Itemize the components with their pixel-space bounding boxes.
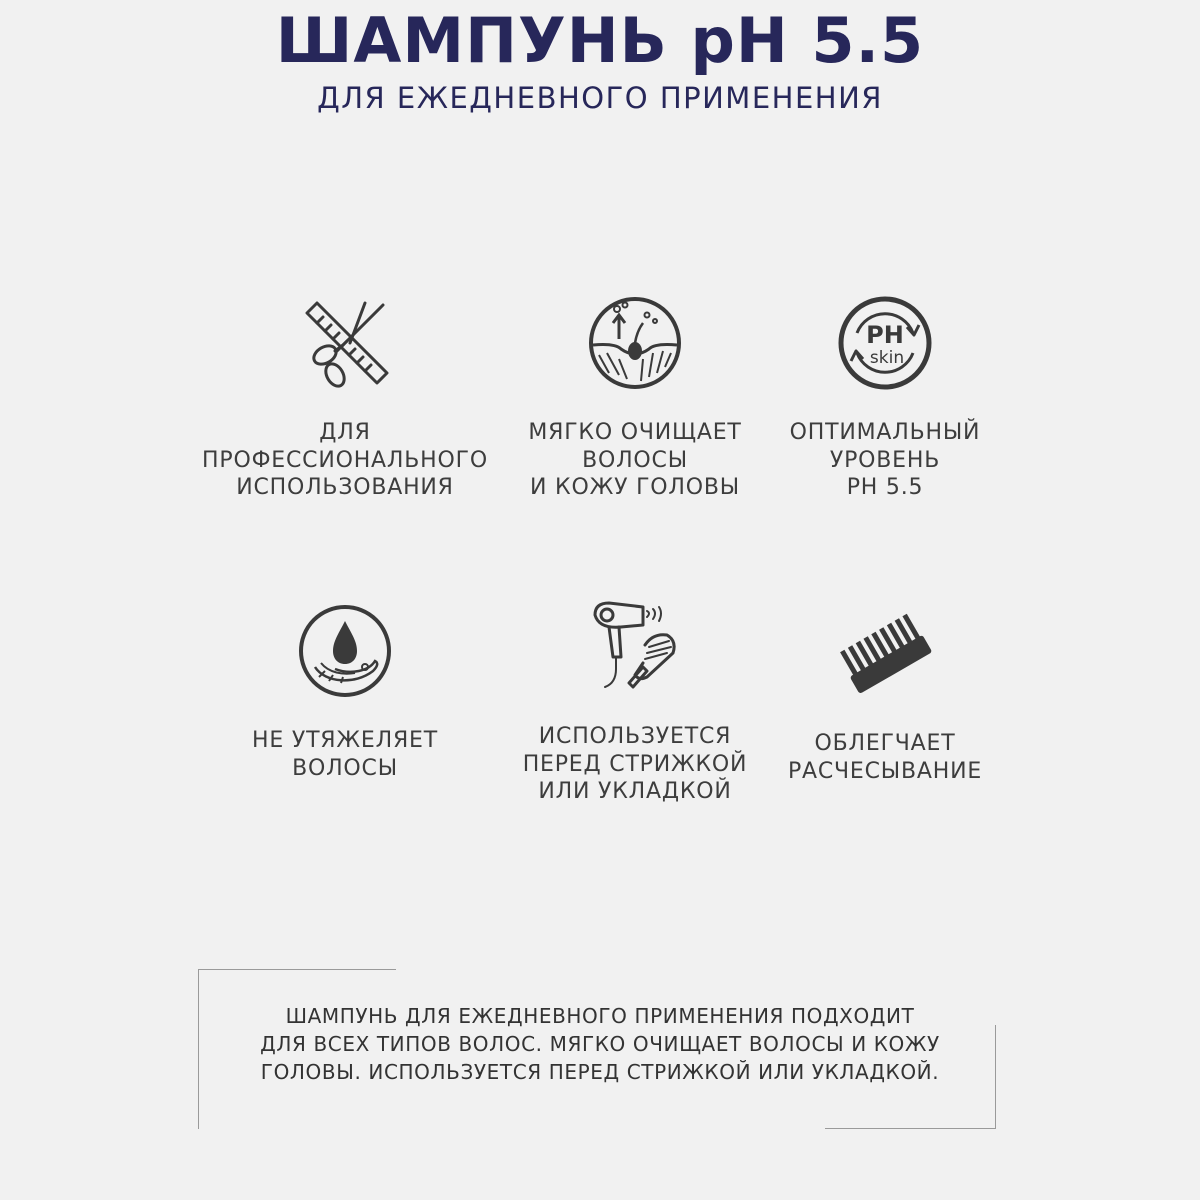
- note-frame-right-line: [995, 1025, 996, 1129]
- feature-not-weighing: [185, 601, 505, 782]
- feature-label: ОПТИМАЛЬНЫЙ УРОВЕНЬ PH 5.5: [789, 420, 981, 500]
- feature-optimal-ph: [725, 293, 1045, 502]
- description-text: ШАМПУНЬ ДЛЯ ЕЖЕДНЕВНОГО ПРИМЕНЕНИЯ ПОДХОДИТ ДЛЯ ВСЕХ ТИПОВ ВОЛОС. МЯГКО ОЧИЩАЕТ ВОЛОСЫ И КОЖУ ГОЛОВЫ. ИСПОЛЬЗУЕТСЯ ПЕРЕД СТРИЖКОЙ ИЛИ УКЛАДКОЙ.: [260, 1004, 940, 1084]
- feature-label: ОБЛЕГЧАЕТ РАСЧЕСЫВАНИЕ: [787, 731, 983, 784]
- skin-icon-text: skin: [869, 348, 905, 368]
- drop-feather-icon: [295, 601, 395, 701]
- feature-label: МЯГКО ОЧИЩАЕТ ВОЛОСЫ И КОЖУ ГОЛОВЫ: [528, 420, 742, 500]
- ph-icon-text: PH: [866, 321, 904, 349]
- feature-label: ДЛЯ ПРОФЕССИОНАЛЬНОГО ИСПОЛЬЗОВАНИЯ: [202, 420, 488, 500]
- ph-skin-icon: [835, 293, 935, 393]
- feature-easy-combing: [725, 604, 1045, 785]
- feature-label: НЕ УТЯЖЕЛЯЕТ ВОЛОСЫ: [252, 728, 438, 781]
- hairdryer-brush-icon: [585, 597, 685, 697]
- scalp-cleansing-icon: [585, 293, 685, 393]
- page-subtitle: ДЛЯ ЕЖЕДНЕВНОГО ПРИМЕНЕНИЯ: [317, 81, 883, 115]
- comb-icon: [835, 604, 935, 704]
- feature-label: ИСПОЛЬЗУЕТСЯ ПЕРЕД СТРИЖКОЙ ИЛИ УКЛАДКОЙ: [522, 724, 748, 804]
- note-frame-left-line: [198, 969, 199, 1129]
- page-title: ШАМПУНЬ pH 5.5: [275, 4, 925, 77]
- feature-professional-use: [185, 293, 505, 502]
- note-frame-bottom-line: [825, 1128, 996, 1129]
- note-frame-top-line: [198, 969, 396, 970]
- scissors-comb-icon: [295, 293, 395, 393]
